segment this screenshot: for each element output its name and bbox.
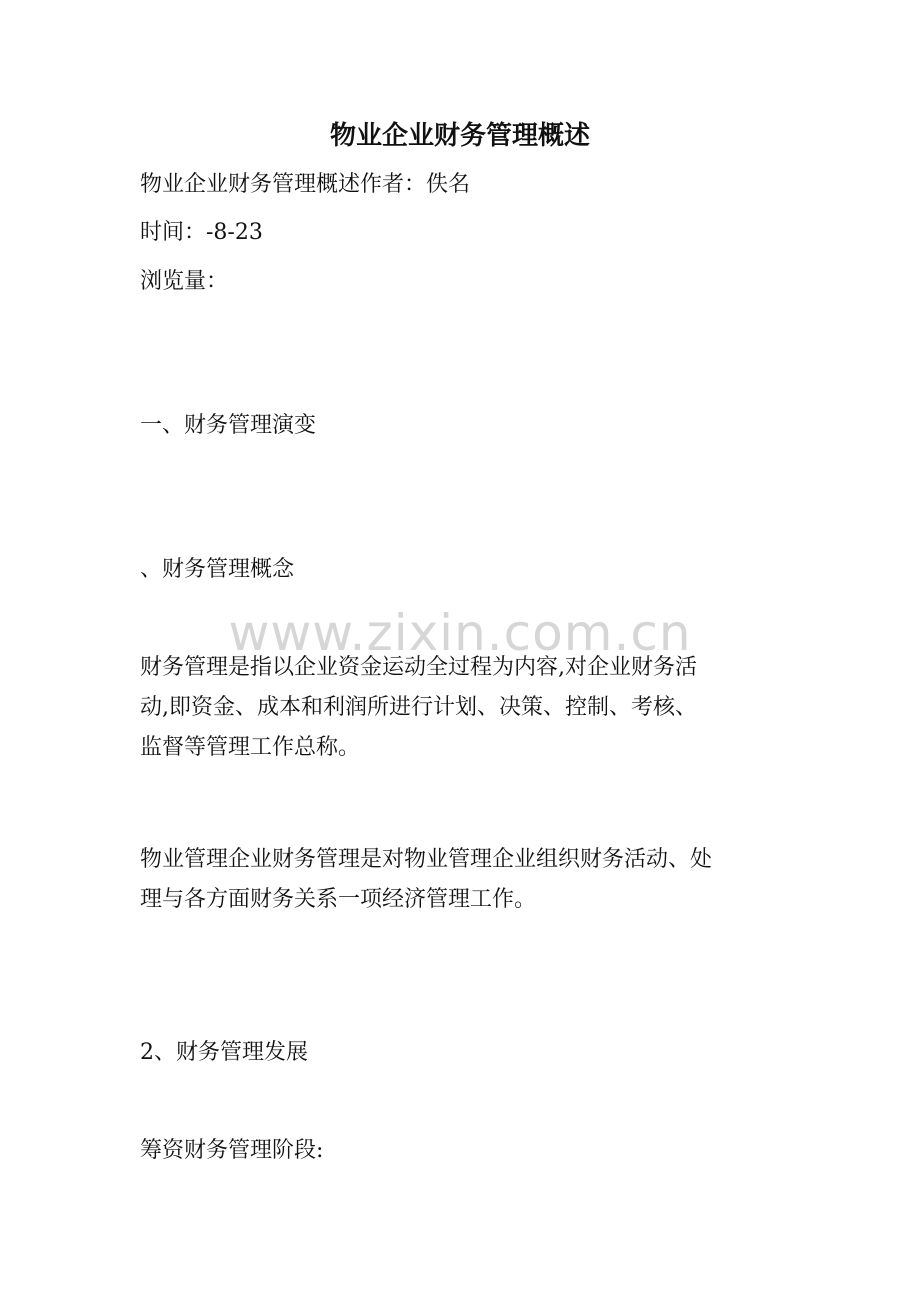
paragraph-line: 动,即资金、成本和利润所进行计划、决策、控制、考核、 <box>140 695 697 720</box>
views-line: 浏览量： <box>140 269 229 294</box>
section-heading-1: 一、财务管理演变 <box>140 413 317 438</box>
time-line: 时间：-8-23 <box>140 220 263 245</box>
paragraph-line: 财务管理是指以企业资金运动全过程为内容,对企业财务活 <box>140 655 697 680</box>
section-heading-1-1: 、财务管理概念 <box>140 557 295 582</box>
paragraph-financial-management-definition <box>140 648 790 768</box>
paragraph-property-financial-management <box>140 840 790 920</box>
paragraph-line: 理与各方面财务关系一项经济管理工作。 <box>140 887 537 912</box>
document-title: 物业企业财务管理概述 <box>329 121 590 151</box>
author-line: 物业企业财务管理概述作者：佚名 <box>140 172 471 197</box>
paragraph-line: 物业管理企业财务管理是对物业管理企业组织财务活动、处 <box>140 847 713 872</box>
section-heading-2: 2、财务管理发展 <box>140 1040 308 1065</box>
watermark: www.zixin.com.cn <box>228 604 692 662</box>
section-heading-2-1: 筹资财务管理阶段: <box>140 1138 324 1163</box>
paragraph-line: 监督等管理工作总称。 <box>140 735 361 760</box>
